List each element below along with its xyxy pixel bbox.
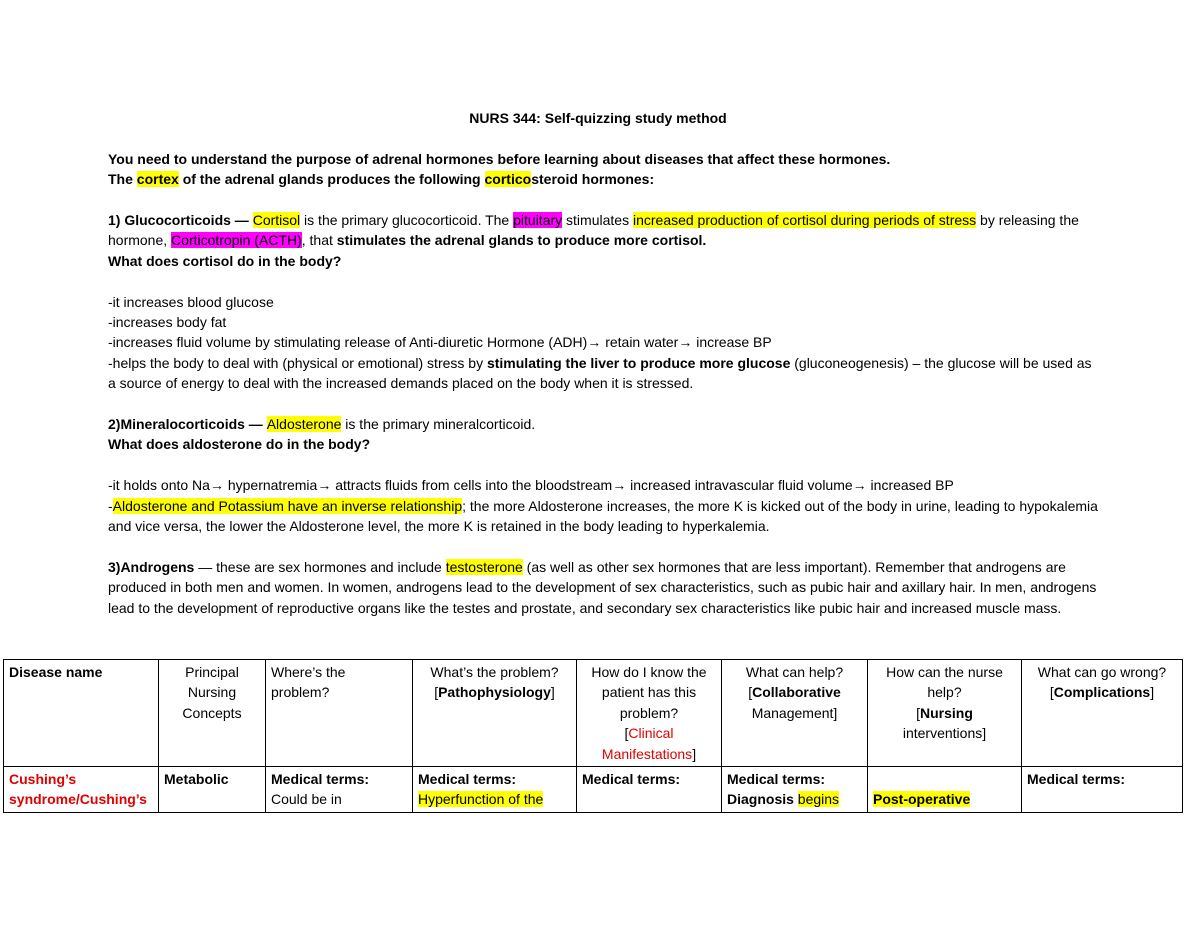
header-where: Where’s the problem?: [266, 660, 413, 767]
highlight-pituitary: pituitary: [513, 212, 563, 228]
cell-complications: Medical terms:: [1022, 767, 1183, 813]
document-body: [108, 108, 1098, 618]
cell-where: Medical terms: Could be in: [266, 767, 413, 813]
header-what-can-go-wrong: What can go wrong? [Complications]: [1022, 660, 1183, 767]
disease-table: [3, 659, 1183, 813]
cell-what-can-help: Medical terms: Diagnosis begins: [722, 767, 868, 813]
highlight-cortex: cortex: [136, 171, 179, 188]
mineralocorticoids-heading: 2)Mineralocorticoids —: [108, 416, 267, 433]
androgens-heading: 3)Androgens: [108, 558, 195, 575]
highlight-acth: Corticotropin (ACTH): [171, 232, 302, 249]
cortisol-bullet: -helps the body to deal with (physical or emotional) stress by stimulating the liver to produce more glucose (gluconeogenesis) – the glucose will be used as a source of energy to deal with the increased demands placed on the body when it is stressed.: [108, 354, 1092, 392]
cortisol-bullet: -increases fluid volume by stimulating release of Anti-diuretic Hormone (ADH)→ retain water→ increase BP: [108, 334, 772, 351]
aldosterone-bullet: -Aldosterone and Potassium have an inverse relationship; the more Aldosterone increases, the more K is kicked out of the body in urine, leading to hypokalemia and vice versa, the lower the Aldosterone level, the more K is retained in the body leading to hyperkalemia.: [108, 497, 1098, 535]
cortisol-bullet: -it increases blood glucose: [108, 293, 274, 310]
cell-manifestations: Medical terms:: [577, 767, 722, 813]
mineralocorticoids-paragraph: 2)Mineralocorticoids — Aldosterone is the primary mineralcorticoid.: [108, 416, 536, 433]
cell-nurse-help: Post-operative: [868, 767, 1022, 813]
header-principal-concepts: Principal Nursing Concepts: [159, 660, 266, 767]
highlight-increased-production: increased production of cortisol during periods of stress: [632, 212, 977, 228]
glucocorticoids-paragraph: 1) Glucocorticoids — Cortisol is the primary glucocorticoid. The pituitary stimulates increased production of cortisol during periods of stress by releasing the hormone, Corticotropin (ACTH), that stimulates the adrenal glands to produce more cortisol.: [108, 212, 1079, 249]
table-row: [4, 767, 1183, 813]
header-what-can-help: What can help? [Collaborative Management]: [722, 660, 868, 767]
cell-whats-problem: Medical terms: Hyperfunction of the: [413, 767, 577, 813]
highlight-testosterone: testosterone: [445, 558, 523, 575]
glucocorticoids-heading: 1) Glucocorticoids —: [108, 212, 253, 228]
highlight-cortico: cortico: [484, 171, 532, 188]
header-how-do-i-know: How do I know the patient has this problem? [Clinical Manifestations]: [577, 660, 722, 767]
cell-disease-name: Cushing’s syndrome/Cushing’s: [4, 767, 159, 813]
cortisol-question: What does cortisol do in the body?: [108, 252, 342, 269]
cortisol-bullet: -increases body fat: [108, 314, 227, 331]
header-nurse-help: How can the nurse help? [Nursing interventions]: [868, 660, 1022, 767]
highlight-cortisol: Cortisol: [252, 212, 301, 228]
androgens-paragraph: 3)Androgens — these are sex hormones and include testosterone (as well as other sex hormones that are less important). Remember that androgens are produced in both men and women. In women, androgens lead to the development of sex characteristics, such as pubic hair and axillary hair. In men, androgens lead to the development of reproductive organs like the testes and prostate, and secondary sex characteristics like pubic hair and increased muscle mass.: [108, 558, 1097, 616]
header-whats-problem: What’s the problem? [Pathophysiology]: [413, 660, 577, 767]
highlight-inverse-relationship: Aldosterone and Potassium have an inverse relationship: [112, 497, 463, 514]
table-header-row: [4, 660, 1183, 767]
aldosterone-bullet: -it holds onto Na→ hypernatremia→ attracts fluids from cells into the bloodstream→ increased intravascular fluid volume→ increased BP: [108, 477, 954, 494]
intro-line-1: You need to understand the purpose of adrenal hormones before learning about diseases that affect these hormones.: [108, 150, 891, 167]
intro-line-2: The cortex of the adrenal glands produces the following corticosteroid hormones:: [108, 171, 655, 188]
page-title: NURS 344: Self-quizzing study method: [469, 110, 727, 126]
aldosterone-question: What does aldosterone do in the body?: [108, 436, 371, 453]
cell-concept: Metabolic: [159, 767, 266, 813]
highlight-aldosterone: Aldosterone: [266, 416, 342, 433]
header-disease-name: Disease name: [4, 660, 159, 767]
